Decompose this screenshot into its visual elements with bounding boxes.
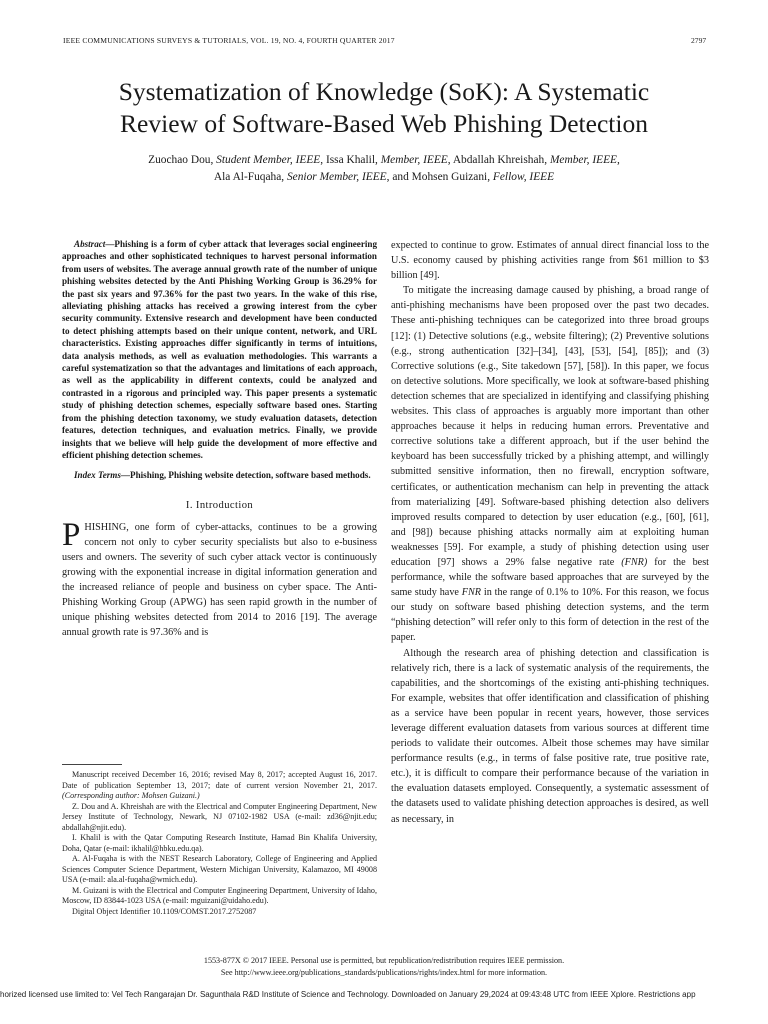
footnote-affiliation-dou-khreishah: Z. Dou and A. Khreishah are with the Electrical and Computer Engineering Department, New Jersey Institute of Technology, Newark, NJ 07102-1982 USA (e-mail: zd36@njit.edu; abdallah@njit.edu). bbox=[62, 801, 377, 832]
title-line-2: Review of Software-Based Web Phishing Detection bbox=[120, 109, 648, 138]
intro-text: HISHING, one form of cyber-attacks, continues to be a growing concern not only to cyber security specialists but also to e-business users and owners. The severity of such cyber attack vector is continuously growing with the exponential increase in digital information generation and the increased reliance of people and business on cyber space. The Anti-Phishing Working Group (APWG) has seen rapid growth in the number of unique phishing websites detected from 2014 to 2016 [19]. The average annual growth rate is 97.36% and is bbox=[62, 521, 377, 639]
fnr-term: FNR bbox=[461, 587, 482, 599]
footnote-manuscript bbox=[62, 770, 377, 802]
page-number: 2797 bbox=[691, 36, 707, 45]
copyright-notice: 1553-877X © 2017 IEEE. Personal use is permitted, but republication/redistribution requires IEEE permission. bbox=[203, 956, 565, 965]
abstract-text: —Phishing is a form of cyber attack that leverages social engineering approaches and other sophisticated techniques to harvest personal information from users of websites. The average annual growth rate of the number of unique phishing websites detected by the Anti Phishing Working Group is 36.29% for the past six years and 97.36% for the past two years. In the wake of this rise, alleviating phishing attacks has received a growing interest from the cyber security community. Extensive research and development have been conducted to detect phishing attempts based on their unique content, network, and URL characteristics. Existing approaches differ significantly in terms of intuitions, data analysis methods, as well as evaluation methodologies. This warrants a careful systematization so that the advantages and limitations of each approach, as well as the applicability in different contexts, could be analyzed and contrasted in a rigorous and principled way. This paper presents a systematic study of phishing detection schemes, especially software based ones. Starting from the phishing detection taxonomy, we study evaluation datasets, detection features, detection techniques, and evaluation metrics. Finally, we provide insights that we believe will help guide the development of more effective and efficient phishing detection schemes. bbox=[62, 239, 377, 460]
body-paragraph: Although the research area of phishing detection and classification is relatively rich, there is a lack of systematic analysis of the requirements, the capabilities, and the shortcomings of the existing anti-phishing techniques. For example, websites that offer identification and classification of phishing as a service have been popular in recent years, however, those services leverage different evaluation datasets from various sources at different time periods to validate their outcomes. Albeit those schemes may have similar performance results (e.g., in terms of false positive rate, true positive rate, etc.), it is difficult to compare their performance because of the variation in the evaluation datasets employed. Consequently, a systematic assessment of the datasets used to validate phishing detection approaches is desired, as well as necessary, in bbox=[391, 647, 709, 825]
abstract bbox=[62, 238, 377, 461]
author-name: Zuochao Dou, bbox=[148, 154, 217, 166]
running-header: IEEE COMMUNICATIONS SURVEYS & TUTORIALS, VOL. 19, NO. 4, FOURTH QUARTER 2017 bbox=[63, 36, 395, 45]
rights-url-notice: See http://www.ieee.org/publications_standards/publications/rights/index.html for more information. bbox=[220, 968, 548, 977]
footnote-affiliation-khalil: I. Khalil is with the Qatar Computing Research Institute, Hamad Bin Khalifa University, Doha, Qatar (e-mail: ikhalil@hbku.edu.qa). bbox=[62, 833, 377, 853]
left-column bbox=[62, 238, 377, 641]
footnote-affiliation-alfuqaha: A. Al-Fuqaha is with the NEST Research Laboratory, College of Engineering and Applied Sciences Computer Science Department, Western Michigan University, Kalamazoo, MI 49008 USA (e-mail: ala.al-fuqaha@wmich.edu). bbox=[62, 854, 377, 884]
fnr-term: (FNR) bbox=[621, 556, 648, 568]
footnote-affiliation-guizani: M. Guizani is with the Electrical and Computer Engineering Department, University of Idaho, Moscow, ID 83844-1023 USA (e-mail: mguizani@uidaho.edu). bbox=[62, 885, 378, 905]
author-list bbox=[40, 152, 728, 186]
paper-title bbox=[40, 76, 728, 140]
index-terms-text: —Phishing, Phishing website detection, software based methods. bbox=[120, 470, 371, 481]
footnote-divider bbox=[62, 764, 122, 765]
author-membership: Member, IEEE, bbox=[549, 154, 620, 166]
footnote-corresponding-author: (Corresponding author: Mohsen Guizani.) bbox=[62, 791, 200, 800]
footnote-doi: Digital Object Identifier 10.1109/COMST.2017.2752087 bbox=[72, 906, 257, 916]
author-name: , Abdallah Khreishah, bbox=[447, 154, 550, 166]
body-text: for the best performance, while the software based approaches that are surveyed by the same study have bbox=[391, 556, 709, 599]
abstract-label: Abstract bbox=[74, 239, 106, 249]
section-heading-introduction: I. Introduction bbox=[185, 499, 254, 511]
download-license-notice: horized licensed use limited to: Vel Tech Rangarajan Dr. Sagunthala R&D Institute of Science and Technology. Downloaded on January 29,2024 at 09:43:48 UTC from IEEE Xplore. Restrictions app bbox=[0, 990, 696, 999]
right-column bbox=[391, 238, 709, 827]
author-name: , and Mohsen Guizani, bbox=[386, 171, 493, 183]
intro-paragraph bbox=[62, 516, 377, 641]
author-membership: Senior Member, IEEE bbox=[286, 171, 387, 183]
author-name: Ala Al-Fuqaha, bbox=[213, 171, 287, 183]
author-name: , Issa Khalil, bbox=[320, 154, 381, 166]
index-terms bbox=[62, 469, 377, 481]
title-line-1: Systematization of Knowledge (SoK): A Systematic bbox=[118, 77, 650, 106]
index-terms-label: Index Terms bbox=[74, 470, 121, 481]
footnotes bbox=[62, 770, 377, 917]
author-membership: Member, IEEE bbox=[380, 154, 448, 166]
body-paragraph: expected to continue to grow. Estimates of annual direct financial loss to the U.S. economy caused by phishing activities range from $61 million to $3 billion [49]. bbox=[391, 240, 709, 282]
author-membership: Fellow, IEEE bbox=[492, 171, 555, 183]
body-paragraph bbox=[391, 283, 709, 645]
author-membership: Student Member, IEEE bbox=[216, 154, 321, 166]
drop-cap: P bbox=[62, 516, 81, 553]
body-text: in the range of 0.1% to 10%. For this reason, we focus our study on software based phishing detection systems, and the term “phishing detection” will refer only to this form of detection in the rest of the paper. bbox=[391, 587, 709, 644]
body-text: To mitigate the increasing damage caused by phishing, a broad range of anti-phishing mechanisms have been proposed over the past two decades. These anti-phishing techniques can be categorized into three broad groups [12]: (1) Detective solutions (e.g., website filtering); (2) Preventive solutions (e.g., strong authentication [32]–[34], [43], [53], [54], [85]); and (3) Corrective solutions (e.g., Site takedown [57], [58]). In this paper, we focus on detective solutions. More specifically, we look at software-based phishing detection schemes that are specialized in identifying and classifying phishing websites. This class of approaches is arguably more important than other approaches because it helps in reducing human errors. Preventative and corrective solutions take a different approach, but if the user behind the keyboard has been successfully tricked by a phishing attempt, and willingly submitted sensitive information, then no firewall, encryption software, certificates, or authentication mechanism can help in preventing the attack from materializing [49]. Software-based phishing detection also delivers improved results compared to detection by user education (e.g., [60], [61], and [98]) because phishing attacks normally aim at exploiting human weaknesses [59]. For example, a study of phishing detection using user education [97] shows a 29% false negative rate bbox=[391, 285, 709, 568]
footnote-manuscript-dates: Manuscript received December 16, 2016; revised May 8, 2017; accepted August 16, 2017. Date of publication September 13, 2017; date of current version November 21, 2017. bbox=[62, 770, 377, 790]
